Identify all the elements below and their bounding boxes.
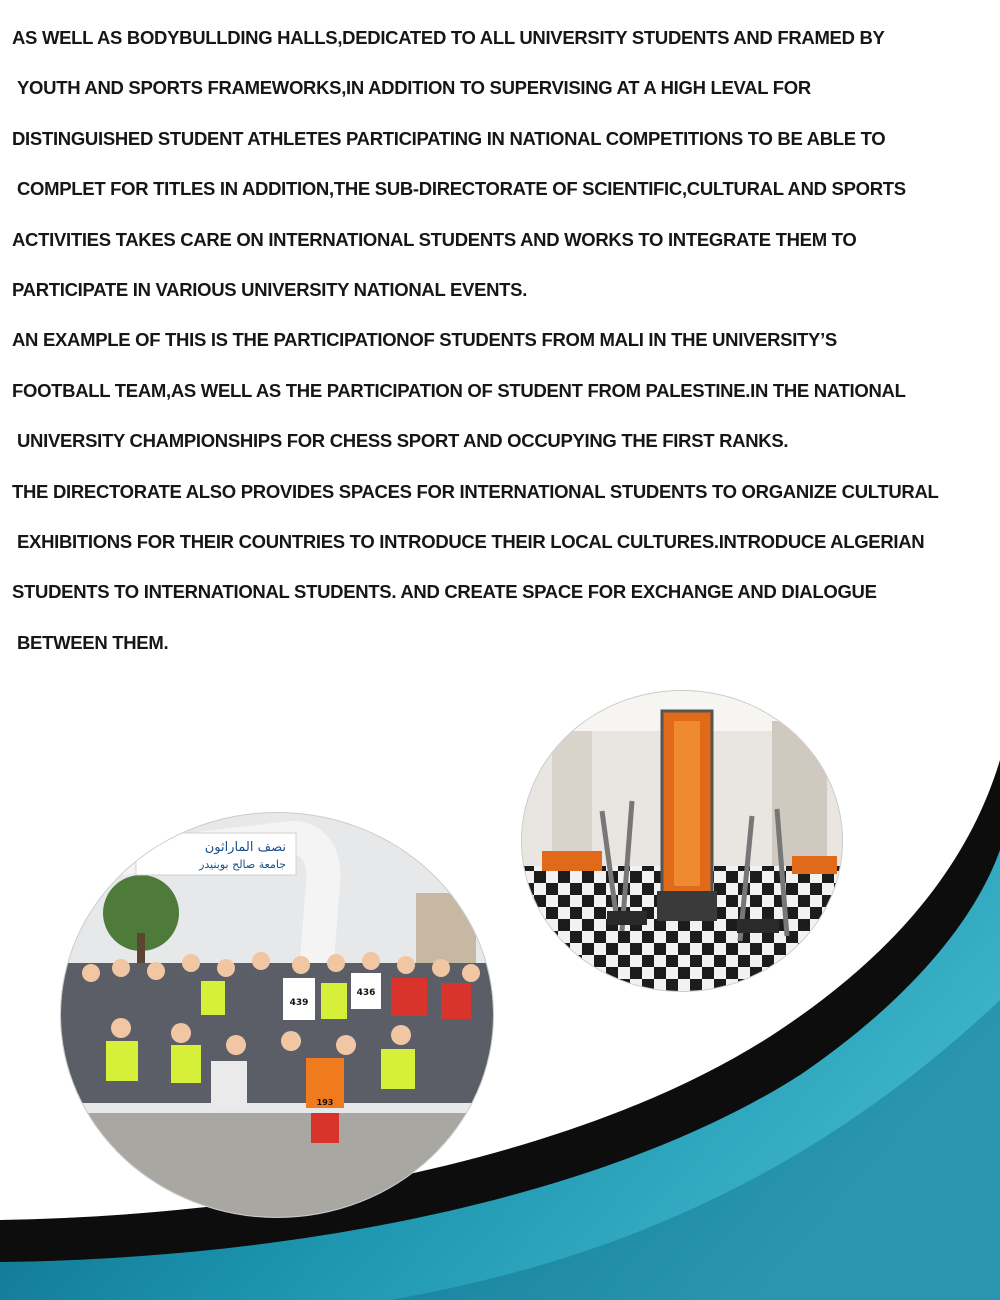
marathon-photo — [60, 812, 494, 1218]
text-line: COMPLET FOR TITLES IN ADDITION,THE SUB-DIRECTORATE OF SCIENTIFIC,CULTURAL AND SPORTS — [17, 178, 906, 200]
text-line: AS WELL AS BODYBULLDING HALLS,DEDICATED TO ALL UNIVERSITY STUDENTS AND FRAMED BY — [12, 27, 885, 48]
text-line: YOUTH AND SPORTS FRAMEWORKS,IN ADDITION TO SUPERVISING AT A HIGH LEVAL FOR — [17, 77, 811, 99]
bib-number: 436 — [356, 988, 376, 998]
text-line: BETWEEN THEM. — [17, 631, 169, 653]
bib-number: 193 — [316, 1098, 334, 1107]
text-line: ACTIVITIES TAKES CARE ON INTERNATIONAL STUDENTS AND WORKS TO INTEGRATE THEM TO — [12, 228, 857, 250]
bib-number: 439 — [289, 998, 309, 1008]
banner-text-2: جامعة صالح بوبنيدر — [199, 858, 286, 871]
text-line: FOOTBALL TEAM,AS WELL AS THE PARTICIPATION OF STUDENT FROM PALESTINE.IN THE NATIONAL — [12, 379, 906, 401]
text-line: UNIVERSITY CHAMPIONSHIPS FOR CHESS SPORT AND OCCUPYING THE FIRST RANKS. — [17, 430, 789, 452]
text-line: STUDENTS TO INTERNATIONAL STUDENTS. AND CREATE SPACE FOR EXCHANGE AND DIALOGUE — [12, 581, 877, 603]
text-line: DISTINGUISHED STUDENT ATHLETES PARTICIPATING IN NATIONAL COMPETITIONS TO BE ABLE TO — [12, 127, 886, 149]
text-line: THE DIRECTORATE ALSO PROVIDES SPACES FOR INTERNATIONAL STUDENTS TO ORGANIZE CULTURAL — [12, 480, 939, 502]
text-line: EXHIBITIONS FOR THEIR COUNTRIES TO INTRODUCE THEIR LOCAL CULTURES.INTRODUCE ALGERIAN — [17, 530, 925, 552]
body-text — [12, 20, 997, 675]
banner-text-1: نصف الماراثون — [204, 840, 286, 855]
text-line: AN EXAMPLE OF THIS IS THE PARTICIPATIONOF STUDENTS FROM MALI IN THE UNIVERSITY’S — [12, 329, 837, 351]
text-line: PARTICIPATE IN VARIOUS UNIVERSITY NATIONAL EVENTS. — [12, 278, 528, 300]
gym-photo — [521, 690, 843, 992]
